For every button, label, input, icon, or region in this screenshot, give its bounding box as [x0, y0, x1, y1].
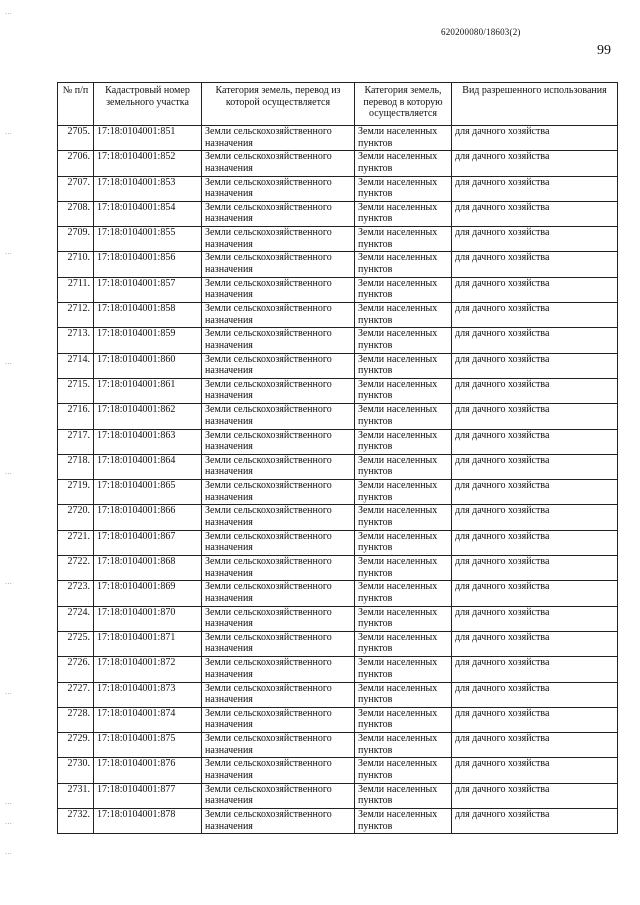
category-from: Земли сельскохозяйственного назначения [202, 176, 355, 201]
cadastral-number: 17:18:0104001:869 [94, 581, 202, 606]
row-number: 2729. [58, 733, 94, 758]
category-to: Земли населенных пунктов [355, 783, 452, 808]
cadastral-number: 17:18:0104001:855 [94, 227, 202, 252]
cadastral-number: 17:18:0104001:858 [94, 303, 202, 328]
row-number: 2725. [58, 631, 94, 656]
permitted-use: для дачного хозяйства [452, 682, 618, 707]
permitted-use: для дачного хозяйства [452, 631, 618, 656]
table-row [58, 809, 618, 834]
margin-mark: ··· [5, 580, 12, 588]
permitted-use: для дачного хозяйства [452, 227, 618, 252]
permitted-use: для дачного хозяйства [452, 505, 618, 530]
table-row [58, 353, 618, 378]
header-permitted-use: Вид разрешенного использования [452, 83, 618, 126]
category-to: Земли населенных пунктов [355, 353, 452, 378]
category-from: Земли сельскохозяйственного назначения [202, 657, 355, 682]
category-to: Земли населенных пунктов [355, 201, 452, 226]
cadastral-number: 17:18:0104001:873 [94, 682, 202, 707]
permitted-use: для дачного хозяйства [452, 277, 618, 302]
permitted-use: для дачного хозяйства [452, 151, 618, 176]
category-to: Земли населенных пунктов [355, 480, 452, 505]
table-row [58, 126, 618, 151]
permitted-use: для дачного хозяйства [452, 758, 618, 783]
row-number: 2727. [58, 682, 94, 707]
cadastral-number: 17:18:0104001:853 [94, 176, 202, 201]
category-to: Земли населенных пунктов [355, 151, 452, 176]
permitted-use: для дачного хозяйства [452, 252, 618, 277]
category-from: Земли сельскохозяйственного назначения [202, 505, 355, 530]
cadastral-number: 17:18:0104001:868 [94, 556, 202, 581]
row-number: 2728. [58, 707, 94, 732]
cadastral-number: 17:18:0104001:872 [94, 657, 202, 682]
category-from: Земли сельскохозяйственного назначения [202, 328, 355, 353]
category-from: Земли сельскохозяйственного назначения [202, 126, 355, 151]
category-to: Земли населенных пунктов [355, 378, 452, 403]
category-to: Земли населенных пунктов [355, 454, 452, 479]
margin-mark: ··· [5, 690, 12, 698]
cadastral-number: 17:18:0104001:875 [94, 733, 202, 758]
category-to: Земли населенных пунктов [355, 227, 452, 252]
permitted-use: для дачного хозяйства [452, 783, 618, 808]
row-number: 2708. [58, 201, 94, 226]
category-to: Земли населенных пунктов [355, 126, 452, 151]
category-from: Земли сельскохозяйственного назначения [202, 631, 355, 656]
category-to: Земли населенных пунктов [355, 606, 452, 631]
table-row [58, 631, 618, 656]
category-from: Земли сельскохозяйственного назначения [202, 151, 355, 176]
header-category-from: Категория земель, перевод из которой осуществляется [202, 83, 355, 126]
table-row [58, 454, 618, 479]
header-cadastral-number: Кадастровый номер земельного участка [94, 83, 202, 126]
row-number: 2706. [58, 151, 94, 176]
category-to: Земли населенных пунктов [355, 631, 452, 656]
table-header-row [58, 83, 618, 126]
cadastral-number: 17:18:0104001:859 [94, 328, 202, 353]
row-number: 2730. [58, 758, 94, 783]
margin-mark: ··· [5, 800, 12, 808]
cadastral-number: 17:18:0104001:856 [94, 252, 202, 277]
margin-mark: ··· [5, 820, 12, 828]
category-to: Земли населенных пунктов [355, 277, 452, 302]
row-number: 2711. [58, 277, 94, 302]
category-from: Земли сельскохозяйственного назначения [202, 581, 355, 606]
category-to: Земли населенных пунктов [355, 505, 452, 530]
cadastral-number: 17:18:0104001:866 [94, 505, 202, 530]
permitted-use: для дачного хозяйства [452, 809, 618, 834]
category-to: Земли населенных пунктов [355, 429, 452, 454]
header-category-to: Категория земель, перевод в которую осуществляется [355, 83, 452, 126]
row-number: 2722. [58, 556, 94, 581]
row-number: 2714. [58, 353, 94, 378]
cadastral-number: 17:18:0104001:851 [94, 126, 202, 151]
cadastral-number: 17:18:0104001:874 [94, 707, 202, 732]
table-row [58, 783, 618, 808]
row-number: 2713. [58, 328, 94, 353]
category-from: Земли сельскохозяйственного назначения [202, 252, 355, 277]
table-row [58, 429, 618, 454]
table-row [58, 303, 618, 328]
category-from: Земли сельскохозяйственного назначения [202, 429, 355, 454]
table-row [58, 707, 618, 732]
row-number: 2720. [58, 505, 94, 530]
table-row [58, 176, 618, 201]
margin-mark: ··· [5, 250, 12, 258]
permitted-use: для дачного хозяйства [452, 581, 618, 606]
margin-mark: ··· [5, 360, 12, 368]
margin-mark: ··· [5, 130, 12, 138]
table-row [58, 151, 618, 176]
category-to: Земли населенных пунктов [355, 176, 452, 201]
category-to: Земли населенных пунктов [355, 303, 452, 328]
category-from: Земли сельскохозяйственного назначения [202, 201, 355, 226]
cadastral-number: 17:18:0104001:863 [94, 429, 202, 454]
table-row [58, 682, 618, 707]
cadastral-number: 17:18:0104001:857 [94, 277, 202, 302]
category-from: Земли сельскохозяйственного назначения [202, 606, 355, 631]
permitted-use: для дачного хозяйства [452, 657, 618, 682]
category-from: Земли сельскохозяйственного назначения [202, 227, 355, 252]
row-number: 2724. [58, 606, 94, 631]
table-row [58, 556, 618, 581]
permitted-use: для дачного хозяйства [452, 480, 618, 505]
table-row [58, 328, 618, 353]
category-to: Земли населенных пунктов [355, 530, 452, 555]
category-from: Земли сельскохозяйственного назначения [202, 707, 355, 732]
row-number: 2707. [58, 176, 94, 201]
cadastral-number: 17:18:0104001:870 [94, 606, 202, 631]
document-code: 620200080/18603(2) [441, 27, 521, 37]
row-number: 2709. [58, 227, 94, 252]
cadastral-number: 17:18:0104001:867 [94, 530, 202, 555]
permitted-use: для дачного хозяйства [452, 328, 618, 353]
row-number: 2712. [58, 303, 94, 328]
category-from: Земли сельскохозяйственного назначения [202, 783, 355, 808]
category-from: Земли сельскохозяйственного назначения [202, 809, 355, 834]
permitted-use: для дачного хозяйства [452, 201, 618, 226]
permitted-use: для дачного хозяйства [452, 707, 618, 732]
category-to: Земли населенных пунктов [355, 758, 452, 783]
table-row [58, 201, 618, 226]
row-number: 2726. [58, 657, 94, 682]
permitted-use: для дачного хозяйства [452, 606, 618, 631]
category-to: Земли населенных пунктов [355, 809, 452, 834]
category-to: Земли населенных пунктов [355, 707, 452, 732]
margin-mark: ··· [5, 10, 12, 18]
cadastral-number: 17:18:0104001:864 [94, 454, 202, 479]
permitted-use: для дачного хозяйства [452, 176, 618, 201]
cadastral-number: 17:18:0104001:876 [94, 758, 202, 783]
permitted-use: для дачного хозяйства [452, 378, 618, 403]
permitted-use: для дачного хозяйства [452, 303, 618, 328]
category-to: Земли населенных пунктов [355, 682, 452, 707]
cadastral-number: 17:18:0104001:878 [94, 809, 202, 834]
cadastral-number: 17:18:0104001:871 [94, 631, 202, 656]
table-row [58, 252, 618, 277]
category-to: Земли населенных пунктов [355, 556, 452, 581]
row-number: 2715. [58, 378, 94, 403]
table-row [58, 530, 618, 555]
row-number: 2716. [58, 404, 94, 429]
category-to: Земли населенных пунктов [355, 328, 452, 353]
permitted-use: для дачного хозяйства [452, 454, 618, 479]
page-number: 99 [597, 43, 611, 58]
margin-mark: ··· [5, 470, 12, 478]
category-from: Земли сельскохозяйственного назначения [202, 530, 355, 555]
category-from: Земли сельскохозяйственного назначения [202, 353, 355, 378]
table-row [58, 657, 618, 682]
row-number: 2705. [58, 126, 94, 151]
permitted-use: для дачного хозяйства [452, 733, 618, 758]
row-number: 2731. [58, 783, 94, 808]
category-from: Земли сельскохозяйственного назначения [202, 378, 355, 403]
cadastral-number: 17:18:0104001:852 [94, 151, 202, 176]
table-row [58, 581, 618, 606]
row-number: 2719. [58, 480, 94, 505]
category-from: Земли сельскохозяйственного назначения [202, 758, 355, 783]
land-register-table [57, 82, 618, 834]
table-row [58, 404, 618, 429]
category-to: Земли населенных пунктов [355, 733, 452, 758]
table-row [58, 227, 618, 252]
category-to: Земли населенных пунктов [355, 657, 452, 682]
cadastral-number: 17:18:0104001:877 [94, 783, 202, 808]
table-row [58, 480, 618, 505]
category-from: Земли сельскохозяйственного назначения [202, 303, 355, 328]
table-row [58, 606, 618, 631]
category-from: Земли сельскохозяйственного назначения [202, 454, 355, 479]
permitted-use: для дачного хозяйства [452, 404, 618, 429]
cadastral-number: 17:18:0104001:861 [94, 378, 202, 403]
cadastral-number: 17:18:0104001:865 [94, 480, 202, 505]
table-row [58, 733, 618, 758]
permitted-use: для дачного хозяйства [452, 353, 618, 378]
row-number: 2723. [58, 581, 94, 606]
row-number: 2717. [58, 429, 94, 454]
cadastral-number: 17:18:0104001:854 [94, 201, 202, 226]
table-row [58, 758, 618, 783]
cadastral-number: 17:18:0104001:862 [94, 404, 202, 429]
category-from: Земли сельскохозяйственного назначения [202, 733, 355, 758]
category-from: Земли сельскохозяйственного назначения [202, 277, 355, 302]
margin-mark: ··· [5, 850, 12, 858]
permitted-use: для дачного хозяйства [452, 556, 618, 581]
table-row [58, 505, 618, 530]
permitted-use: для дачного хозяйства [452, 530, 618, 555]
category-to: Земли населенных пунктов [355, 404, 452, 429]
category-from: Земли сельскохозяйственного назначения [202, 556, 355, 581]
category-from: Земли сельскохозяйственного назначения [202, 404, 355, 429]
row-number: 2732. [58, 809, 94, 834]
table-row [58, 378, 618, 403]
row-number: 2718. [58, 454, 94, 479]
table-row [58, 277, 618, 302]
cadastral-number: 17:18:0104001:860 [94, 353, 202, 378]
row-number: 2710. [58, 252, 94, 277]
category-to: Земли населенных пунктов [355, 581, 452, 606]
category-to: Земли населенных пунктов [355, 252, 452, 277]
category-from: Земли сельскохозяйственного назначения [202, 480, 355, 505]
category-from: Земли сельскохозяйственного назначения [202, 682, 355, 707]
row-number: 2721. [58, 530, 94, 555]
permitted-use: для дачного хозяйства [452, 429, 618, 454]
permitted-use: для дачного хозяйства [452, 126, 618, 151]
header-number: № п/п [58, 83, 94, 126]
